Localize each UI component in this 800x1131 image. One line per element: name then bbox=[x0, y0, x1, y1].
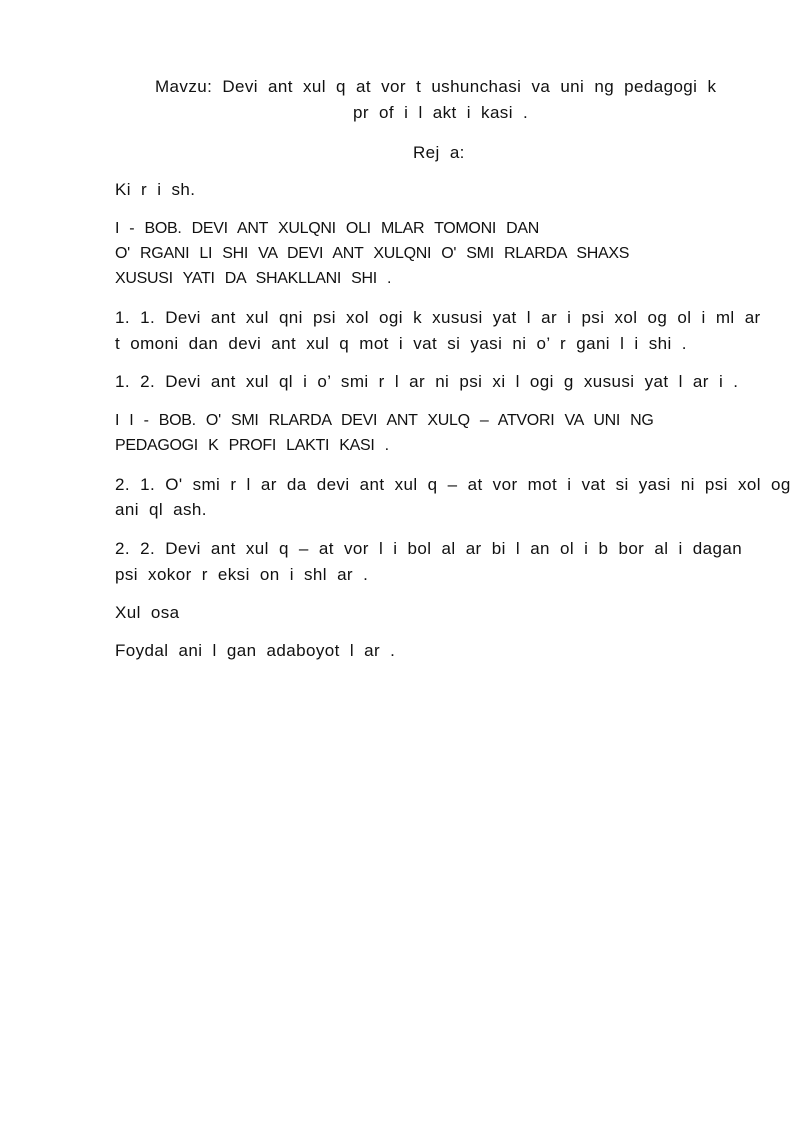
toc-chapter1-line-3: XUSUSI YATI DA SHAKLLANI SHI . bbox=[115, 270, 392, 287]
toc-intro: Ki r i sh. bbox=[115, 180, 196, 199]
toc-section-2-1-line-1: 2. 1. O' smi r l ar da devi ant xul q – at vor mot i vat si yasi ni psi xol og bbox=[115, 475, 791, 494]
toc-section-2-2-line-2: psi xokor r eksi on i shl ar . bbox=[115, 565, 369, 584]
toc-section-2-2-line-1: 2. 2. Devi ant xul q – at vor l i bol al ar bi l an ol i b bor al i dagan bbox=[115, 539, 743, 558]
toc-section-1-1-line-1: 1. 1. Devi ant xul qni psi xol ogi k xususi yat l ar i psi xol og ol i ml ar bbox=[115, 308, 761, 327]
toc-conclusion: Xul osa bbox=[115, 603, 180, 622]
toc-references: Foydal ani l gan adaboyot l ar . bbox=[115, 641, 396, 660]
title-line-1: Mavzu: Devi ant xul q at vor t ushunchasi va uni ng pedagogi k bbox=[155, 77, 717, 96]
toc-section-2-1-line-2: ani ql ash. bbox=[115, 500, 207, 519]
title-line-2: pr of i l akt i kasi . bbox=[353, 103, 529, 122]
toc-section-1-2: 1. 2. Devi ant xul ql i o’ smi r l ar ni psi xi l ogi g xususi yat l ar i . bbox=[115, 372, 739, 391]
toc-chapter2-line-1: I I - BOB. O' SMI RLARDA DEVI ANT XULQ – ATVORI VA UNI NG bbox=[115, 412, 654, 429]
toc-chapter1-line-1: I - BOB. DEVI ANT XULQNI OLI MLAR TOMONI DAN bbox=[115, 220, 539, 237]
toc-chapter1-line-2: O' RGANI LI SHI VA DEVI ANT XULQNI O' SMI RLARDA SHAXS bbox=[115, 245, 630, 262]
plan-heading: Rej a: bbox=[413, 143, 465, 162]
toc-chapter2-line-2: PEDAGOGI K PROFI LAKTI KASI . bbox=[115, 437, 389, 454]
toc-section-1-1-line-2: t omoni dan devi ant xul q mot i vat si yasi ni o’ r gani l i shi . bbox=[115, 334, 687, 353]
